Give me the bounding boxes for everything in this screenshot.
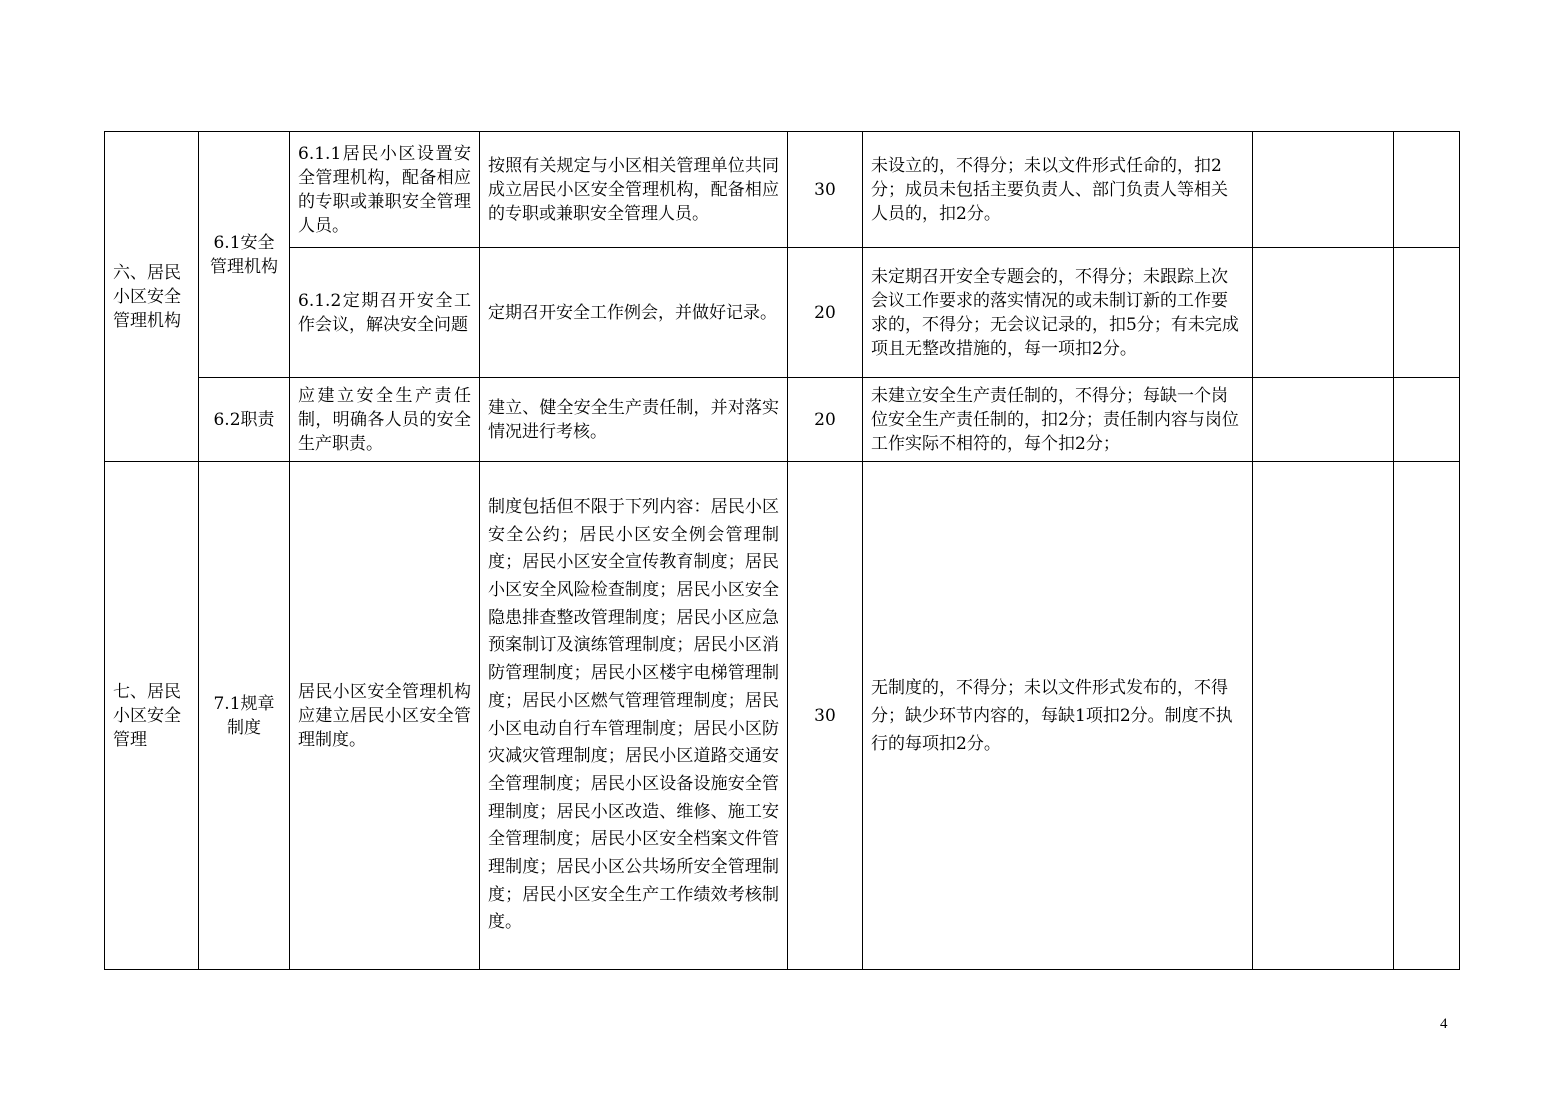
blank-cell [1253,248,1394,378]
table-row [105,378,1460,462]
blank-cell [1394,378,1460,462]
category-cell: 七、居民小区安全管理 [105,462,199,970]
table-row [105,248,1460,378]
method-cell: 制度包括但不限于下列内容：居民小区安全公约；居民小区安全例会管理制度；居民小区安全宣传教育制度；居民小区安全风险检查制度；居民小区安全隐患排查整改管理制度；居民小区应急预案制订及演练管理制度；居民小区消防管理制度；居民小区楼宇电梯管理制度；居民小区燃气管理管理制度；居民小区电动自行车管理制度；居民小区防灾减灾管理制度；居民小区道路交通安全管理制度；居民小区设备设施安全管理制度；居民小区改造、维修、施工安全管理制度；居民小区安全档案文件管理制度；居民小区公共场所安全管理制度；居民小区安全生产工作绩效考核制度。 [480,462,788,970]
category-cell: 六、居民小区安全管理机构 [105,132,199,462]
score-cell: 20 [788,378,863,462]
table-row [105,132,1460,248]
standard-cell: 居民小区安全管理机构应建立居民小区安全管理制度。 [290,462,480,970]
subcategory-cell: 6.2职责 [199,378,290,462]
blank-cell [1253,378,1394,462]
standard-cell: 应建立安全生产责任制，明确各人员的安全生产职责。 [290,378,480,462]
blank-cell [1394,462,1460,970]
method-cell: 建立、健全安全生产责任制，并对落实情况进行考核。 [480,378,788,462]
subcategory-cell: 6.1安全管理机构 [199,132,290,378]
standard-cell: 6.1.1居民小区设置安全管理机构，配备相应的专职或兼职安全管理人员。 [290,132,480,248]
page-number: 4 [1440,1016,1448,1032]
subcategory-cell: 7.1规章制度 [199,462,290,970]
method-cell: 按照有关规定与小区相关管理单位共同成立居民小区安全管理机构，配备相应的专职或兼职安全管理人员。 [480,132,788,248]
criteria-cell: 未建立安全生产责任制的，不得分；每缺一个岗位安全生产责任制的，扣2分；责任制内容与岗位工作实际不相符的，每个扣2分； [863,378,1253,462]
method-cell: 定期召开安全工作例会，并做好记录。 [480,248,788,378]
score-cell: 20 [788,248,863,378]
blank-cell [1253,132,1394,248]
table-row [105,462,1460,970]
criteria-cell: 未设立的，不得分；未以文件形式任命的，扣2分；成员未包括主要负责人、部门负责人等相关人员的，扣2分。 [863,132,1253,248]
score-cell: 30 [788,462,863,970]
standard-cell: 6.1.2定期召开安全工作会议，解决安全问题 [290,248,480,378]
criteria-cell: 无制度的，不得分；未以文件形式发布的，不得分；缺少环节内容的，每缺1项扣2分。制度不执行的每项扣2分。 [863,462,1253,970]
score-cell: 30 [788,132,863,248]
blank-cell [1394,132,1460,248]
blank-cell [1253,462,1394,970]
criteria-cell: 未定期召开安全专题会的，不得分；未跟踪上次会议工作要求的落实情况的或未制订新的工作要求的，不得分；无会议记录的，扣5分；有未完成项且无整改措施的，每一项扣2分。 [863,248,1253,378]
evaluation-table [104,131,1460,970]
blank-cell [1394,248,1460,378]
